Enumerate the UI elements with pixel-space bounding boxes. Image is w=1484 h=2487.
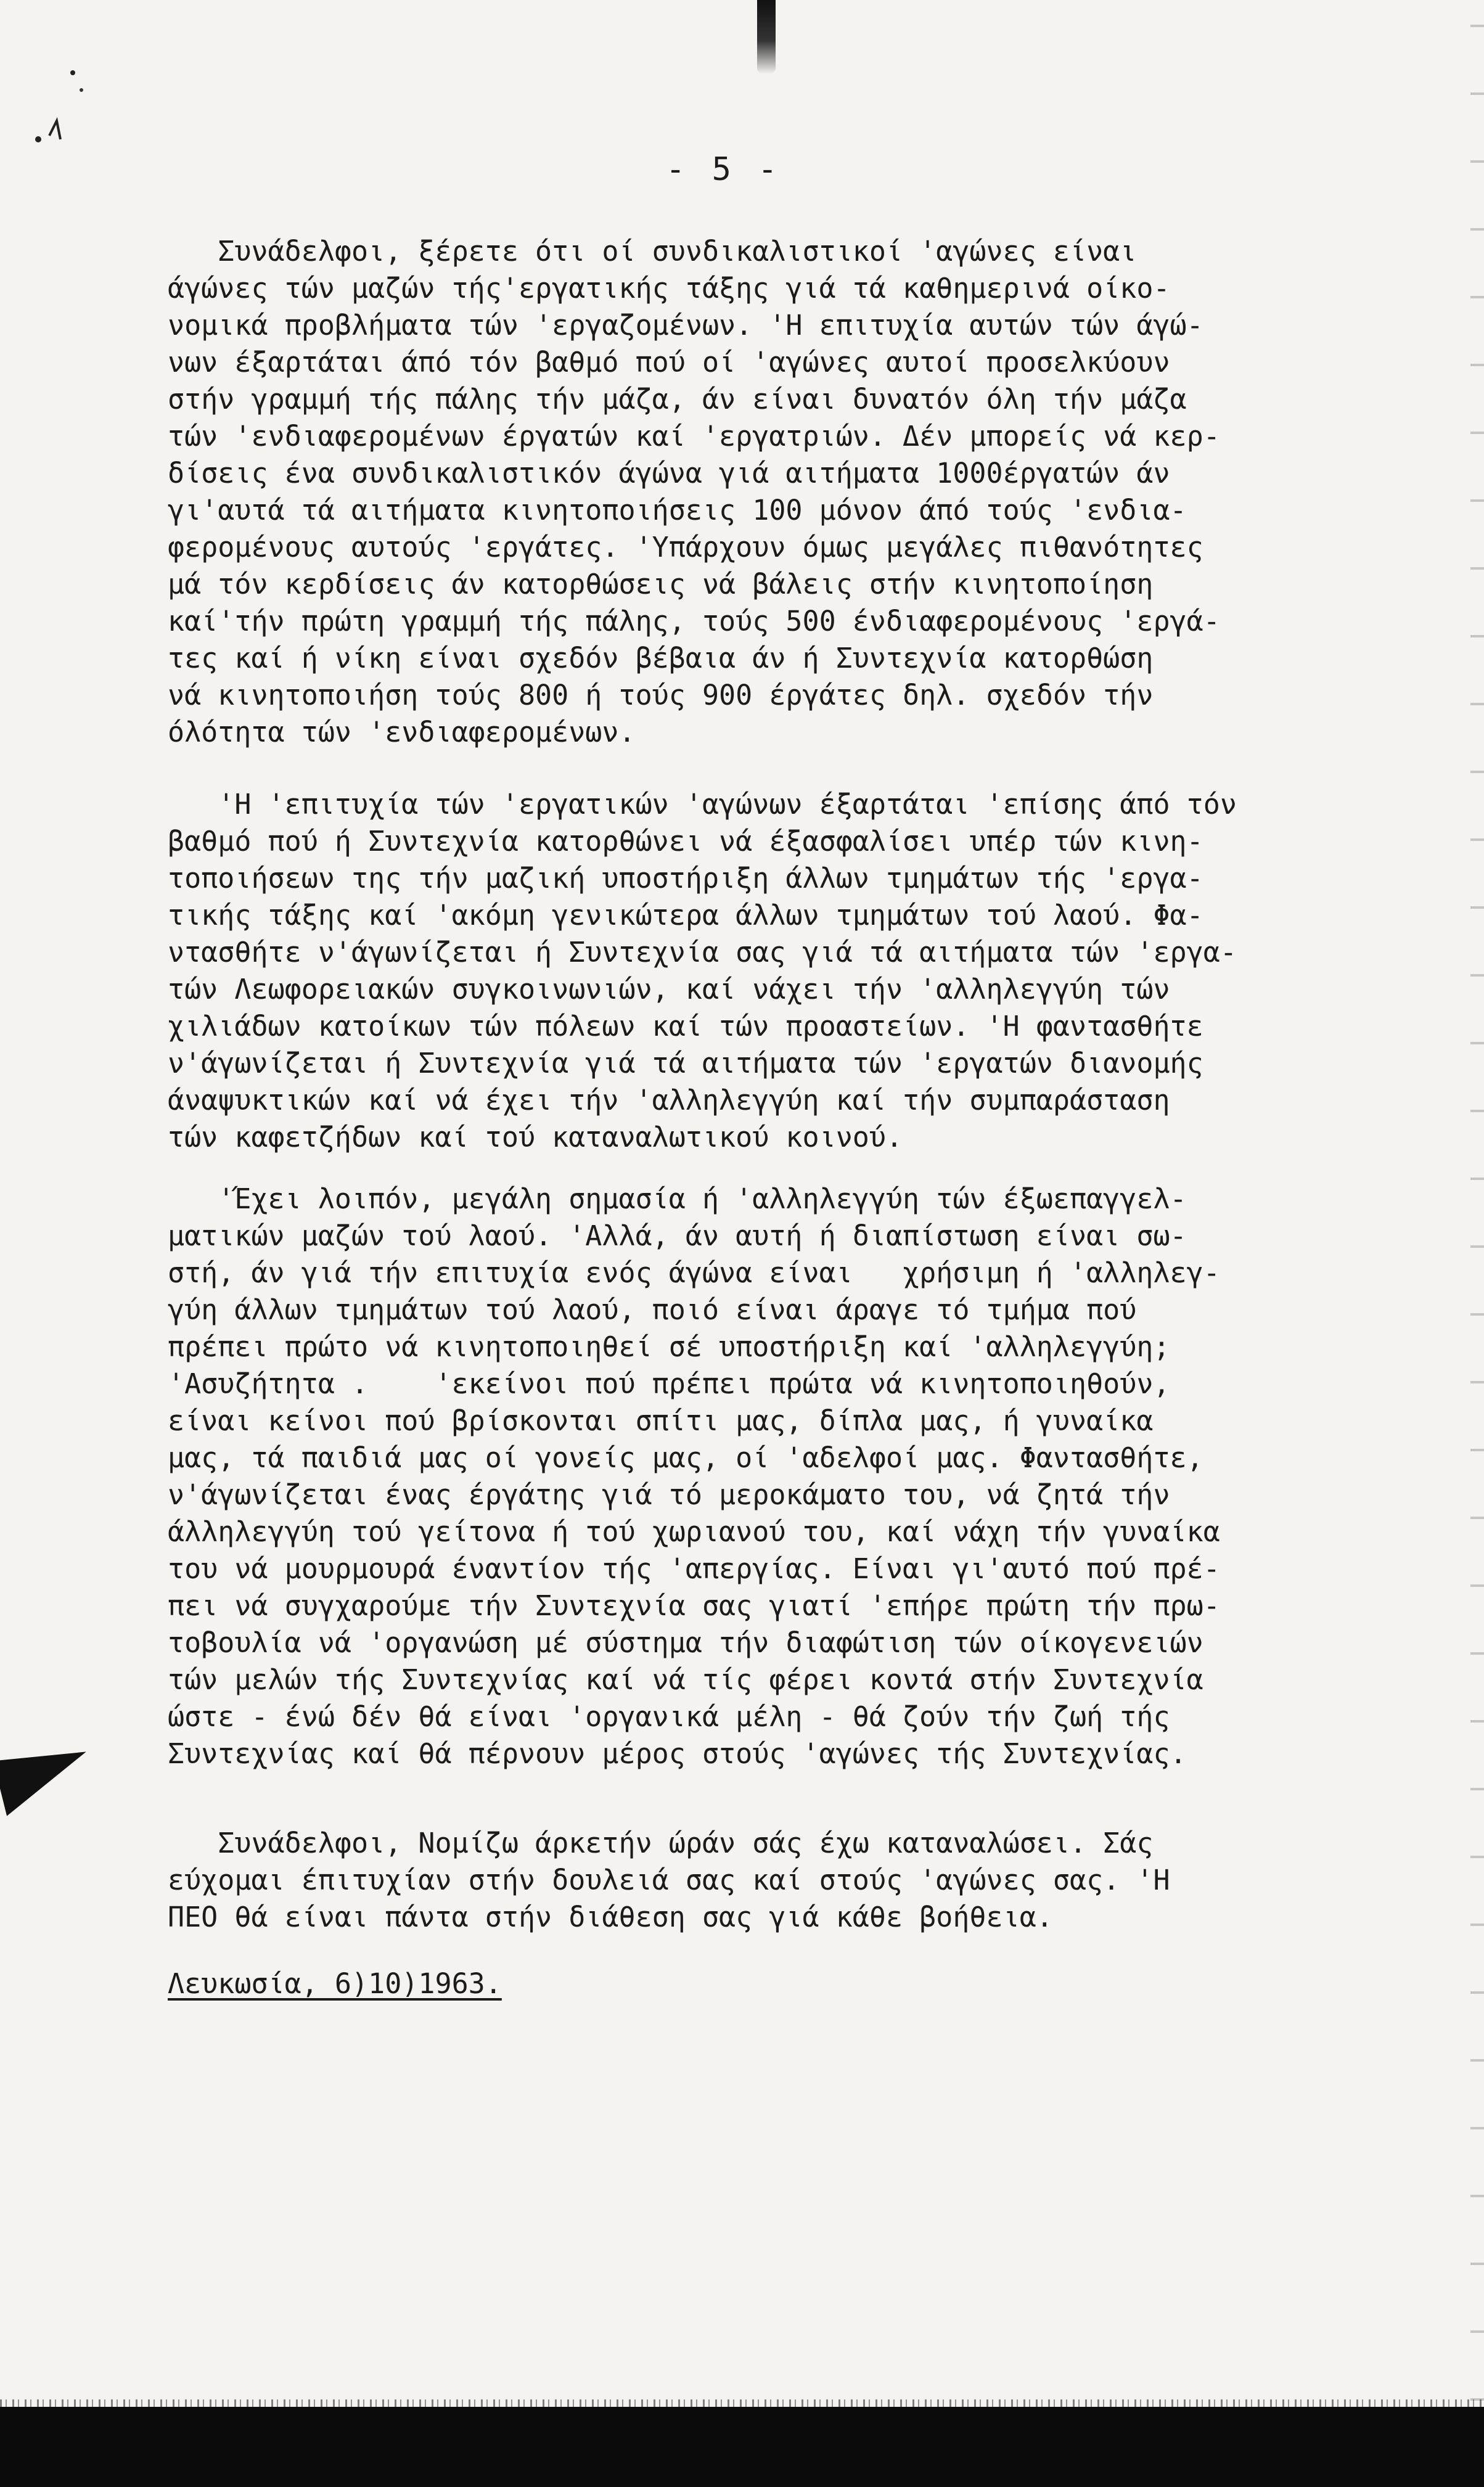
scan-artifact-left [0, 1739, 97, 1816]
paragraph-4: Συνάδελφοι, Νομίζω άρκετήν ώράν σάς έχω καταναλώσει. Σάς εύχομαι έπιτυχίαν στήν δουλειά σας καί στούς 'αγώνες σας. 'Η ΠΕΟ θά είναι πάντα στήν διάθεση σας γιά κάθε βοήθεια. [168, 1827, 1170, 1933]
paragraph-3: 'Έχει λοιπόν, μεγάλη σημασία ή 'αλληλεγγύη τών έξωεπαγγελ- ματικών μαζών τού λαού. 'Αλλά, άν αυτή ή διαπίστωση είναι σω- στή, άν γιά τήν επιτυχία ενός άγώνα είναι χρήσιμη ή 'αλληλεγ- γύη άλλων τμημάτων τού λαού, ποιό είναι άραγε τό τμήμα πού πρέπει πρώτο νά κινητοποιηθεί σέ υποστήριξη καί 'αλληλεγγύη; 'Ασυζήτητα . 'εκείνοι πού πρέπει πρώτα νά κινητοποιηθούν, είναι κείνοι πού βρίσκονται σπίτι μας, δίπλα μας, ή γυναίκα μας, τά παιδιά μας οί γονείς μας, οί 'αδελφοί μας. Φαντασθήτε, ν'άγωνίζεται ένας έργάτης γιά τό μεροκάματο του, νά ζητά τήν άλληλεγγύη τού γείτονα ή τού χωριανού του, καί νάχη τήν γυναίκα του νά μουρμουρά έναντίον τής 'απεργίας. Είναι γι'αυτό πού πρέ- πει νά συγχαρούμε τήν Συντεχνία σας γιατί 'επήρε πρώτη τήν πρω- τοβουλία νά 'οργανώση μέ σύστημα τήν διαφώτιση τών οίκογενειών τών μελών τής Συντεχνίας καί νά τίς φέρει κοντά στήν Συντεχνία ώστε - ένώ δέν θά είναι 'οργανικά μέλη - θά ζούν τήν ζωή τής Συντεχνίας καί θά πέρνουν μέρος στούς 'αγώνες τής Συντεχνίας. [168, 1182, 1220, 1770]
place-date-signature: Λευκωσία, 6)10)1963. [168, 1967, 502, 2000]
scan-speckles-icon [25, 62, 99, 148]
page-number: - 5 - [666, 151, 781, 188]
scan-artifact-right-edge [1470, 0, 1484, 2487]
scan-artifact-bottom-bar [0, 2407, 1484, 2487]
scan-artifact-top [757, 0, 776, 74]
paragraph-1: Συνάδελφοι, ξέρετε ότι οί συνδικαλιστικοί 'αγώνες είναι άγώνες τών μαζών τής'εργατικής τάξης γιά τά καθημερινά οίκο- νομικά προβλήματα τών 'εργαζομένων. 'Η επιτυχία αυτών τών άγώ- νων έξαρτάται άπό τόν βαθμό πού οί 'αγώνες αυτοί προσελκύουν στήν γραμμή τής πάλης τήν μάζα, άν είναι δυνατόν όλη τήν μάζα τών 'ενδιαφερομένων έργατών καί 'εργατριών. Δέν μπορείς νά κερ- δίσεις ένα συνδικαλιστικόν άγώνα γιά αιτήματα 1000έργατών άν γι'αυτά τά αιτήματα κινητοποιήσεις 100 μόνον άπό τούς 'ενδια- φερομένους αυτούς 'εργάτες. 'Υπάρχουν όμως μεγάλες πιθανότητες μά τόν κερδίσεις άν κατορθώσεις νά βάλεις στήν κινητοποίηση καί'τήν πρώτη γραμμή τής πάλης, τούς 500 ένδιαφερομένους 'εργά- τες καί ή νίκη είναι σχεδόν βέβαια άν ή Συντεχνία κατορθώση νά κινητοποιήση τούς 800 ή τούς 900 έργάτες δηλ. σχεδόν τήν όλότητα τών 'ενδιαφερομένων. [168, 235, 1220, 748]
paragraph-2: 'Η 'επιτυχία τών 'εργατικών 'αγώνων έξαρτάται 'επίσης άπό τόν βαθμό πού ή Συντεχνία κατορθώνει νά έξασφαλίσει υπέρ τών κινη- τοποιήσεων της τήν μαζική υποστήριξη άλλων τμημάτων τής 'εργα- τικής τάξης καί 'ακόμη γενικώτερα άλλων τμημάτων τού λαού. Φα- ντασθήτε ν'άγωνίζεται ή Συντεχνία σας γιά τά αιτήματα τών 'εργα- τών Λεωφορειακών συγκοινωνιών, καί νάχει τήν 'αλληλεγγύη τών χιλιάδων κατοίκων τών πόλεων καί τών προαστείων. 'Η φαντασθήτε ν'άγωνίζεται ή Συντεχνία γιά τά αιτήματα τών 'εργατών διανομής άναψυκτικών καί νά έχει τήν 'αλληλεγγύη καί τήν συμπαράσταση τών καφετζήδων καί τού καταναλωτικού κοινού. [168, 788, 1237, 1153]
scan-artifact-speckle [0, 2399, 1484, 2407]
